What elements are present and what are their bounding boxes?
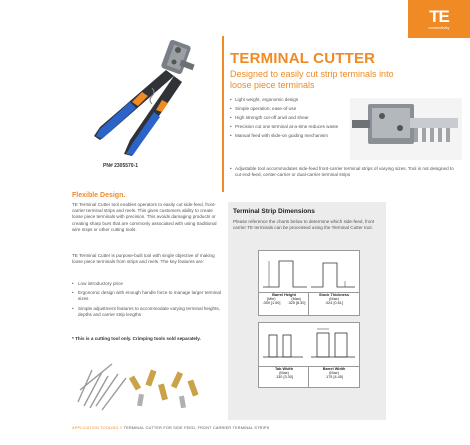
feature-item: • Light weight, ergonomic design xyxy=(230,97,348,103)
cutting-tool-note: * This is a cutting tool only. Crimping tools sold separately. xyxy=(72,336,201,341)
tool-head xyxy=(161,39,195,75)
barrel-height-label: Barrel Height xyxy=(272,293,296,297)
dimensions-title: Terminal Strip Dimensions xyxy=(233,208,315,215)
tool-head-closeup-image xyxy=(350,98,462,160)
terminals-image xyxy=(72,350,212,420)
max-label: (Max) xyxy=(291,297,302,301)
terminal-strip-drawing xyxy=(259,323,359,367)
footer xyxy=(72,426,269,430)
max-value: .175 [4.45] xyxy=(325,375,343,379)
paragraph: TE Terminal Cutter tool enables operators to easily cut side-feed, front-carrier terminal strips and reels. This gives customers ability to create loose piece terminals with precision. This avoids damaging products or creating sharp burs that are commonly associated with using traditional wire snips or other cutting tools. xyxy=(72,202,217,232)
list-item: • Simple adjustment features to accommodate varying terminal heights, depths and carrier strip lengths xyxy=(72,306,222,318)
max-label: (Max) xyxy=(329,297,339,301)
max-label: (Max) xyxy=(329,371,339,375)
section-title: Flexible Design. xyxy=(72,192,126,199)
feature-list xyxy=(230,97,348,142)
feature-item: • Adjustable tool accommodates side-feed front-carrier terminal strips of varying sizes. Tool is not designed to cut end-feed, center-carrier or dual-carrier terminal strips xyxy=(230,166,460,178)
terminal-cutter-tool-image xyxy=(70,32,220,162)
feature-item: • Manual feed with slide-on guiding mechanism xyxy=(230,133,348,139)
te-logo xyxy=(408,0,470,38)
footer-section: APPLICATION TOOLING // xyxy=(72,426,123,430)
feature-list-extra xyxy=(230,166,460,180)
footer-title: TERMINAL CUTTER FOR SIDE FEED, FRONT CARRIER TERMINAL STRIPS xyxy=(123,426,270,430)
list-item: • Low introductory price xyxy=(72,281,222,287)
stock-thickness-table xyxy=(308,292,360,316)
barrel-height-diagram xyxy=(258,250,360,294)
max-label: (Max) xyxy=(279,371,289,375)
max-value: .325 [8.30] xyxy=(287,301,306,305)
paragraph: TE Terminal Cutter is purpose-built tool with single objective of making loose piece terminals from strips and reels. The key features are: xyxy=(72,253,215,265)
part-number: PN# 2305570-1 xyxy=(103,163,139,169)
page-title: TERMINAL CUTTER xyxy=(230,50,376,67)
list-item: • Ergonomic design with enough handle force to manage larger terminal sizes xyxy=(72,290,222,302)
tab-width-diagram xyxy=(258,322,360,368)
terminal-profile-drawing xyxy=(259,251,359,293)
min-value: .059 [1.50] xyxy=(262,301,281,305)
barrel-height-table xyxy=(258,292,310,316)
barrel-width-table xyxy=(308,366,360,388)
feature-item: • High strength cut-off anvil and shear xyxy=(230,115,348,121)
max-value: .130 [3.30] xyxy=(275,375,293,379)
key-features-list xyxy=(72,281,222,321)
logo-tagline: connectivity xyxy=(428,24,450,30)
tab-width-table xyxy=(258,366,310,388)
stock-thickness-label: Stock Thickness xyxy=(319,293,349,297)
tab-width-label: Tab Width xyxy=(274,367,294,371)
logo-text: TE xyxy=(429,6,449,26)
dimensions-text: Please reference the charts below to determine which side-feed, front carrier TE terminals can be processed using the Terminal Cutter tool. xyxy=(233,219,375,231)
max-value: .024 [0.61] xyxy=(325,301,343,305)
orange-divider xyxy=(222,36,224,192)
feature-item: • Simple operation; ease-of-use xyxy=(230,106,348,112)
barrel-width-label: Barrel Width xyxy=(322,367,346,371)
page-subtitle: Designed to easily cut strip terminals into loose piece terminals xyxy=(230,69,394,90)
feature-item: • Precision cut one terminal at-a-time reduces waste xyxy=(230,124,348,130)
min-label: (Min) xyxy=(266,297,276,301)
